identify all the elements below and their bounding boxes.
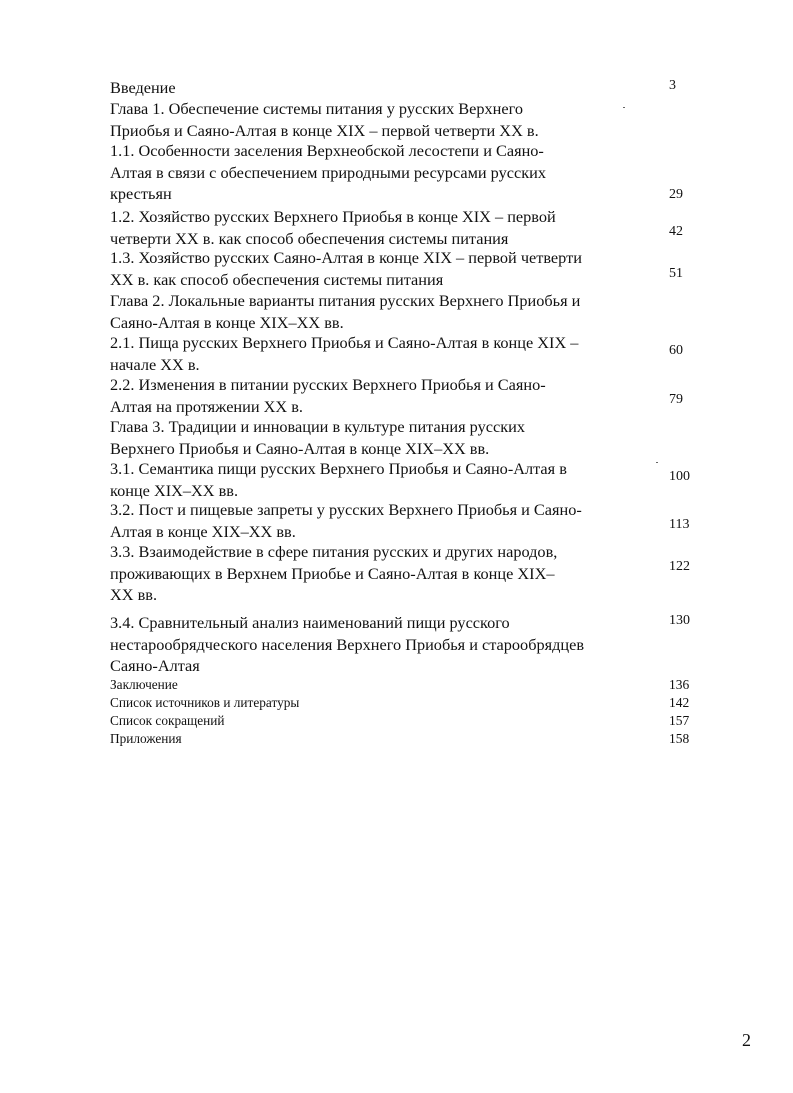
toc-entry-introduction: Введение bbox=[110, 78, 176, 97]
toc-page-1-1: 29 bbox=[669, 187, 683, 202]
toc-page-3-2: 113 bbox=[669, 517, 690, 532]
toc-entry-conclusion: Заключение bbox=[110, 677, 178, 692]
toc-entry-chapter-2: Глава 2. Локальные варианты питания русских Верхнего Приобья и Саяно-Алтая в конце XIX–XX вв. bbox=[110, 291, 581, 332]
toc-entry-2-1: 2.1. Пища русских Верхнего Приобья и Саяно-Алтая в конце XIX – начале XX в. bbox=[110, 333, 579, 374]
toc-page-appendices: 158 bbox=[669, 731, 690, 746]
toc-page-3-1: 100 bbox=[669, 469, 690, 484]
toc-entry-2-2: 2.2. Изменения в питании русских Верхнего Приобья и Саяно- Алтая на протяжении XX в. bbox=[110, 375, 546, 416]
toc-page-1-2: 42 bbox=[669, 224, 683, 239]
toc-page-3-4: 130 bbox=[669, 613, 690, 628]
toc-page-2-2: 79 bbox=[669, 392, 683, 407]
toc-entry-1-2: 1.2. Хозяйство русских Верхнего Приобья в конце XIX – первой четверти XX в. как способ обеспечения системы питания bbox=[110, 207, 556, 248]
toc-entry-1-3: 1.3. Хозяйство русских Саяно-Алтая в конце XIX – первой четверти XX в. как способ обеспечения системы питания bbox=[110, 248, 582, 289]
toc-page-abbreviations: 157 bbox=[669, 713, 690, 728]
page-number: 2 bbox=[742, 1030, 751, 1050]
toc-entry-3-1: 3.1. Семантика пищи русских Верхнего Приобья и Саяно-Алтая в конце XIX–XX вв. bbox=[110, 459, 567, 500]
toc-page-2-1: 60 bbox=[669, 343, 683, 358]
toc-entry-sources: Список источников и литературы bbox=[110, 695, 300, 710]
toc-page-sources: 142 bbox=[669, 695, 690, 710]
toc-page-conclusion: 136 bbox=[669, 677, 690, 692]
toc-page-3-3: 122 bbox=[669, 559, 690, 574]
scan-speck bbox=[623, 107, 625, 108]
scan-speck bbox=[656, 462, 658, 463]
toc-page-1-3: 51 bbox=[669, 266, 683, 281]
toc-entry-chapter-3: Глава 3. Традиции и инновации в культуре питания русских Верхнего Приобья и Саяно-Алтая в конце XIX–XX вв. bbox=[110, 417, 525, 458]
toc-entry-3-2: 3.2. Пост и пищевые запреты у русских Верхнего Приобья и Саяно- Алтая в конце XIX–XX вв. bbox=[110, 500, 582, 541]
toc-page-introduction: 3 bbox=[669, 78, 676, 93]
toc-entry-abbreviations: Список сокращений bbox=[110, 713, 225, 728]
toc-entry-3-4: 3.4. Сравнительный анализ наименований пищи русского нестарообрядческого населения Верхнего Приобья и старообрядцев Саяно-Алтая bbox=[110, 613, 585, 676]
toc-entry-appendices: Приложения bbox=[110, 731, 182, 746]
toc-entry-1-1: 1.1. Особенности заселения Верхнеобской лесостепи и Саяно- Алтая в связи с обеспечением природными ресурсами русских крестьян bbox=[110, 141, 546, 204]
toc-entry-chapter-1: Глава 1. Обеспечение системы питания у русских Верхнего Приобья и Саяно-Алтая в конце XIX – первой четверти XX в. bbox=[110, 99, 539, 140]
toc-entry-3-3: 3.3. Взаимодействие в сфере питания русских и других народов, проживающих в Верхнем Приобье и Саяно-Алтая в конце XIX– XX вв. bbox=[110, 542, 558, 605]
